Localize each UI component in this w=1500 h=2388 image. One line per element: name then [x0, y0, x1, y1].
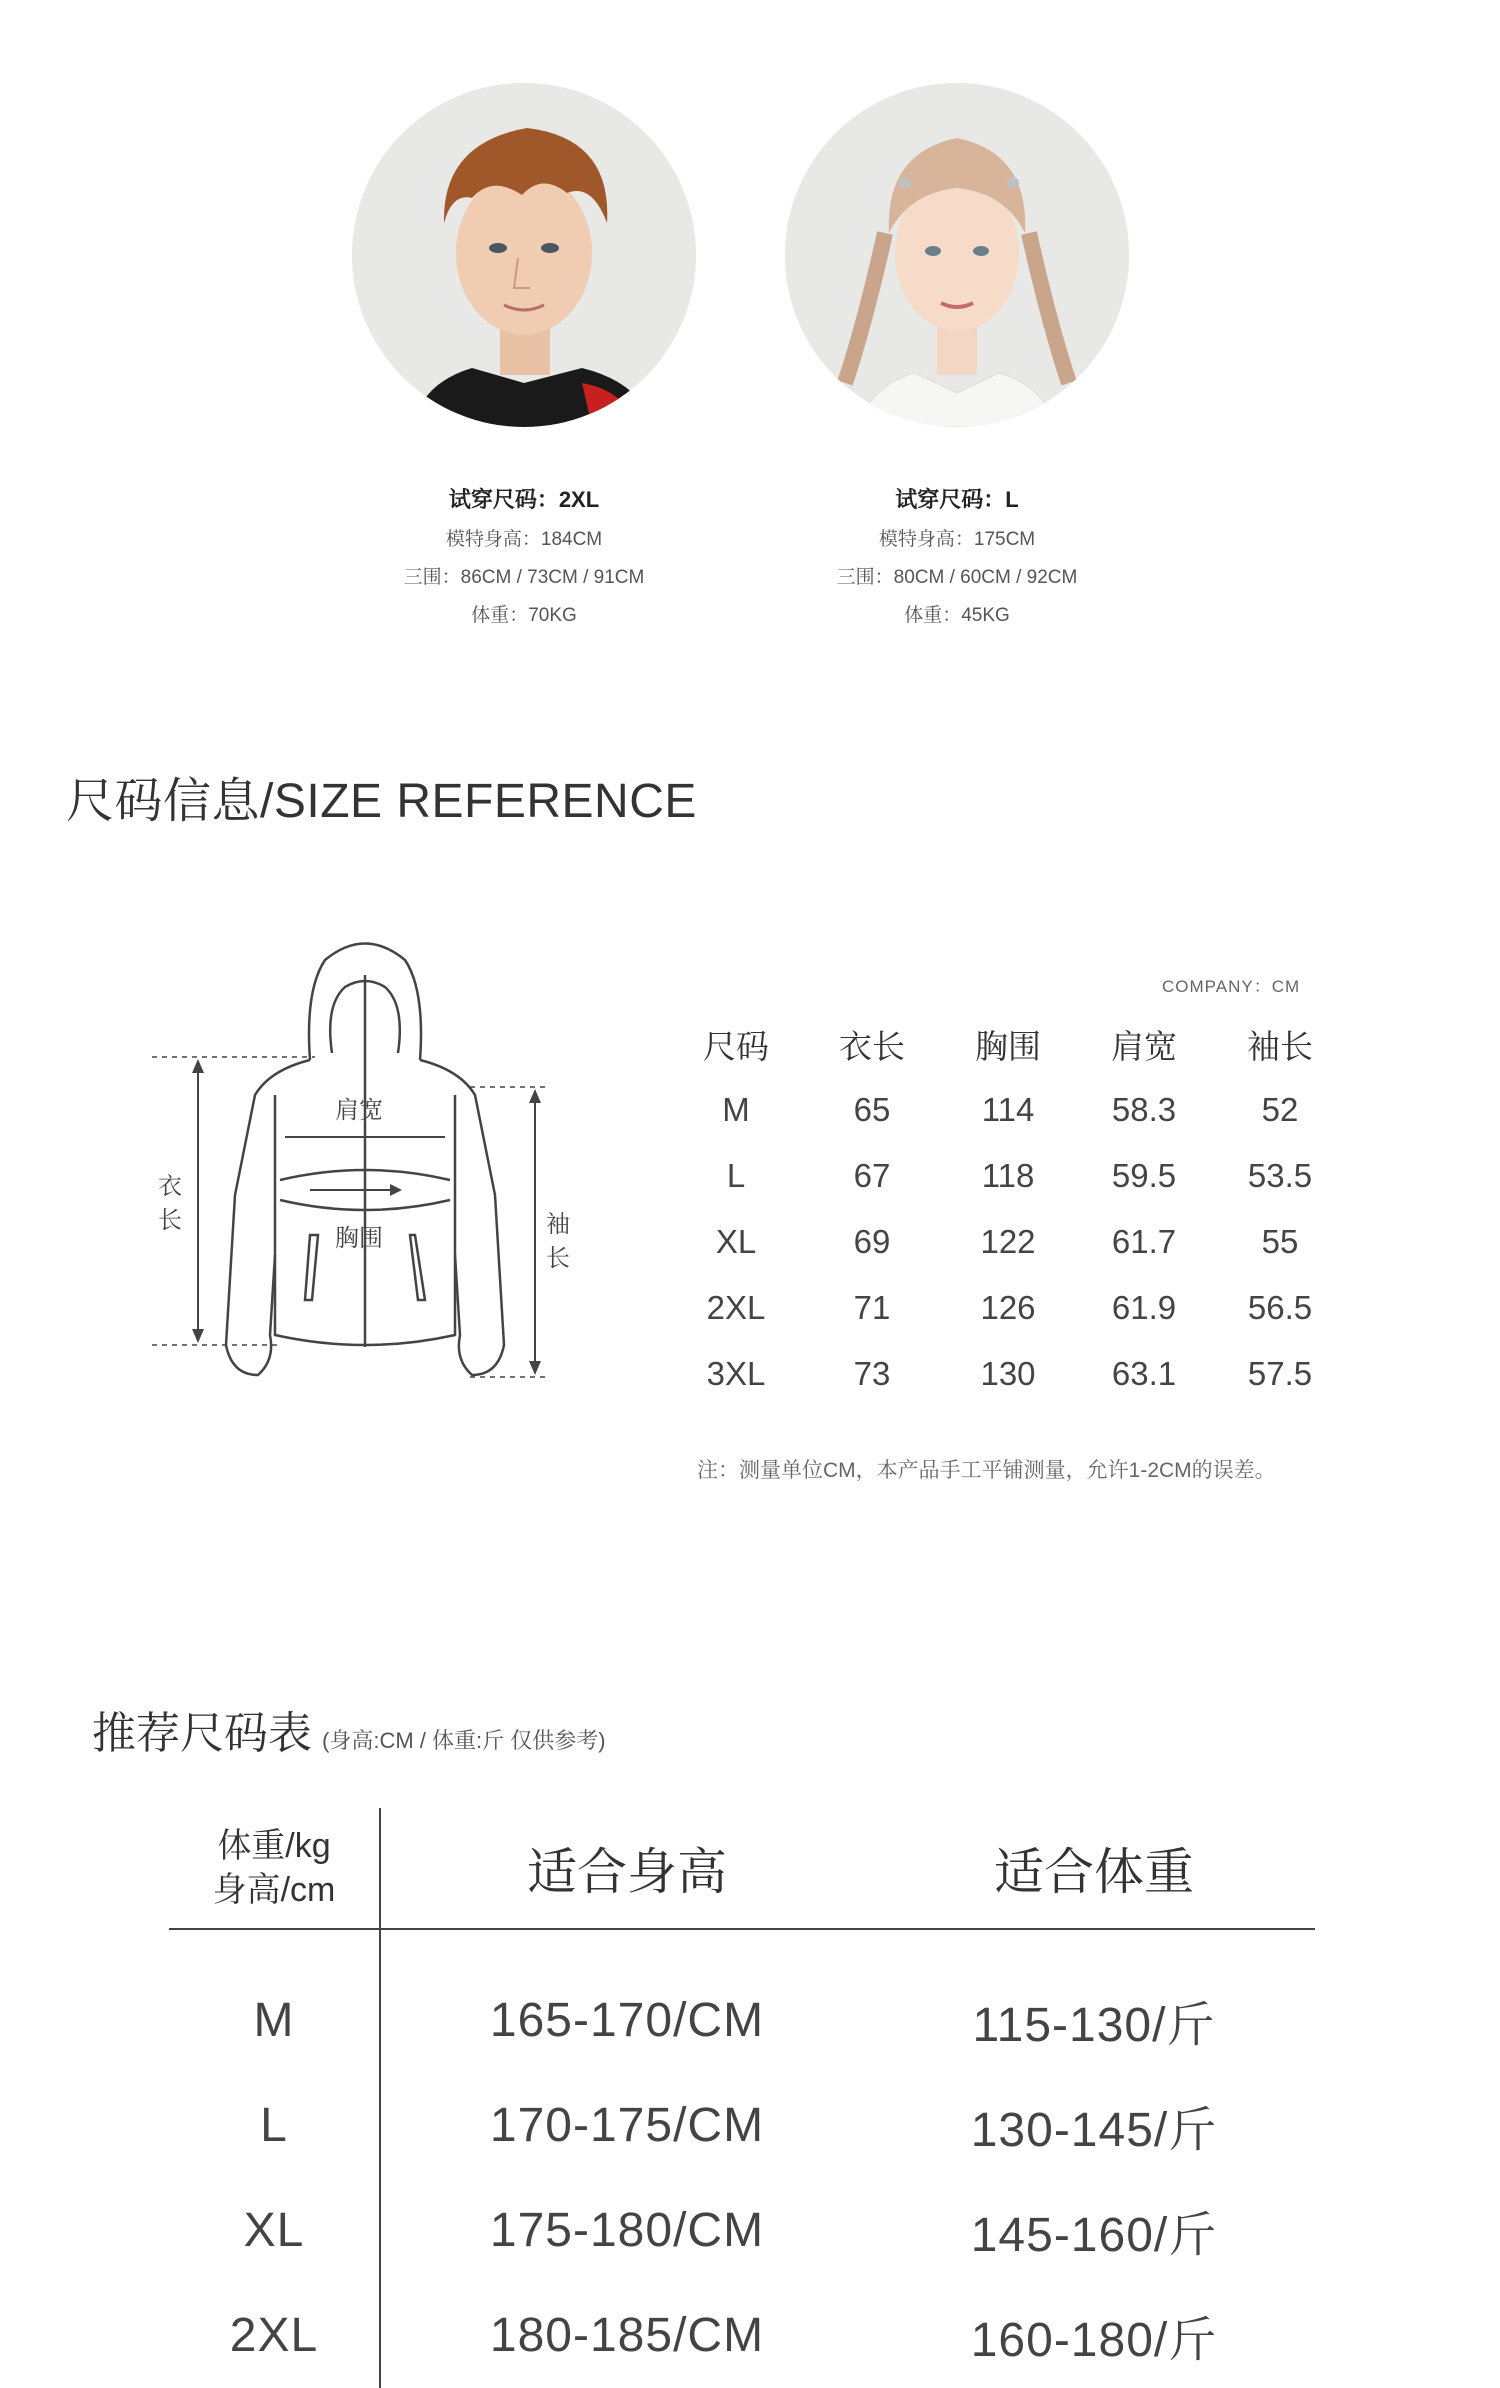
female-model-info: [757, 483, 1157, 638]
table-row: [668, 1209, 1348, 1275]
cell-sleeve: 55: [1261, 1223, 1299, 1260]
cell-height: 170-175/CM: [489, 2099, 765, 2152]
male-weight: 体重：70KG: [471, 605, 577, 626]
cell-chest: 122: [980, 1223, 1036, 1260]
table-row: [668, 1275, 1348, 1341]
male-try-size: 试穿尺码：2XL: [448, 487, 600, 512]
header-weight: 适合体重: [873, 1808, 1315, 1929]
cell-size: 2XL: [706, 1289, 766, 1326]
recommended-table: [169, 1808, 1315, 2388]
cell-height: 180-185/CM: [489, 2309, 765, 2362]
size-table-header: [668, 1011, 1348, 1077]
female-measurements: 三围：80CM / 60CM / 92CM: [836, 567, 1078, 588]
diagram-label-chest: 胸围: [335, 1225, 383, 1252]
table-row: [169, 2178, 1315, 2283]
cell-weight: 160-180/斤: [970, 2314, 1218, 2367]
cell-sleeve: 57.5: [1247, 1355, 1313, 1392]
header-shoulder: 肩宽: [1111, 1027, 1177, 1065]
cell-size: 3XL: [706, 1355, 766, 1392]
jacket-diagram: [140, 935, 560, 1395]
table-spacer: [169, 1929, 1315, 1968]
cell-height: 175-180/CM: [489, 2204, 765, 2257]
spacer-cell: [380, 1929, 873, 1968]
cell-size: L: [169, 2073, 380, 2178]
cell-weight: 115-130/斤: [972, 1999, 1216, 2052]
spacer-cell: [169, 1929, 380, 1968]
table-row: [169, 2283, 1315, 2388]
cell-sleeve: 56.5: [1247, 1289, 1313, 1326]
female-model-avatar: [785, 83, 1129, 427]
cell-length: 73: [853, 1355, 891, 1392]
table-row: [668, 1077, 1348, 1143]
spacer-cell: [873, 1929, 1315, 1968]
cell-size: XL: [715, 1223, 757, 1260]
cell-length: 71: [853, 1289, 891, 1326]
size-reference-title: 尺码信息/SIZE REFERENCE: [66, 775, 697, 828]
cell-size: M: [169, 1968, 380, 2073]
unit-note: COMPANY：CM: [1162, 977, 1301, 996]
corner-bottom: 身高/cm: [212, 1871, 336, 1909]
cell-weight: 130-145/斤: [970, 2104, 1218, 2157]
cell-shoulder: 58.3: [1111, 1091, 1177, 1128]
cell-sleeve: 52: [1261, 1091, 1299, 1128]
cell-shoulder: 61.9: [1111, 1289, 1177, 1326]
cell-shoulder: 59.5: [1111, 1157, 1177, 1194]
recommended-title-text: 推荐尺码表: [92, 1709, 312, 1758]
cell-chest: 118: [981, 1157, 1035, 1194]
table-row: [668, 1143, 1348, 1209]
cell-chest: 126: [980, 1289, 1036, 1326]
cell-length: 67: [853, 1157, 891, 1194]
jacket-outline: [140, 935, 560, 1395]
female-weight: 体重：45KG: [904, 605, 1010, 626]
cell-shoulder: 61.7: [1111, 1223, 1177, 1260]
header-length: 衣长: [839, 1027, 905, 1065]
cell-length: 69: [853, 1223, 891, 1260]
female-try-size: 试穿尺码：L: [895, 487, 1019, 512]
table-row: [169, 2073, 1315, 2178]
diagram-label-shoulder: 肩宽: [335, 1097, 383, 1124]
female-height: 模特身高：175CM: [878, 529, 1036, 550]
recommended-subtitle: (身高:CM / 体重:斤 仅供参考): [322, 1728, 606, 1753]
cell-height: 165-170/CM: [489, 1994, 765, 2047]
cell-chest: 114: [981, 1091, 1035, 1128]
measurement-note: 注：测量单位CM，本产品手工平铺测量，允许1-2CM的误差。: [697, 1459, 1276, 1482]
size-table: [668, 1011, 1348, 1407]
cell-size: L: [726, 1157, 746, 1194]
corner-top: 体重/kg: [217, 1827, 331, 1865]
header-size: 尺码: [703, 1027, 769, 1065]
recommended-header: [169, 1808, 1315, 1929]
cell-chest: 130: [980, 1355, 1036, 1392]
diagram-label-sleeve: 袖长: [546, 1211, 570, 1272]
cell-size: M: [722, 1091, 750, 1128]
male-model-avatar: [352, 83, 696, 427]
cell-size: XL: [169, 2178, 380, 2283]
corner-cell: [169, 1808, 380, 1929]
cell-weight: 145-160/斤: [970, 2209, 1218, 2262]
male-measurements: 三围：86CM / 73CM / 91CM: [403, 567, 645, 588]
cell-size: 2XL: [169, 2283, 380, 2388]
header-height: 适合身高: [380, 1808, 873, 1929]
diagram-label-length: 衣长: [158, 1173, 182, 1234]
male-model-info: [324, 483, 724, 638]
table-row: [169, 1968, 1315, 2073]
cell-length: 65: [853, 1091, 891, 1128]
male-height: 模特身高：184CM: [445, 529, 603, 550]
cell-shoulder: 63.1: [1111, 1355, 1177, 1392]
cell-sleeve: 53.5: [1247, 1157, 1313, 1194]
table-row: [668, 1341, 1348, 1407]
recommended-title: [92, 1697, 606, 1761]
header-chest: 胸围: [975, 1027, 1041, 1065]
header-sleeve: 袖长: [1247, 1027, 1313, 1065]
